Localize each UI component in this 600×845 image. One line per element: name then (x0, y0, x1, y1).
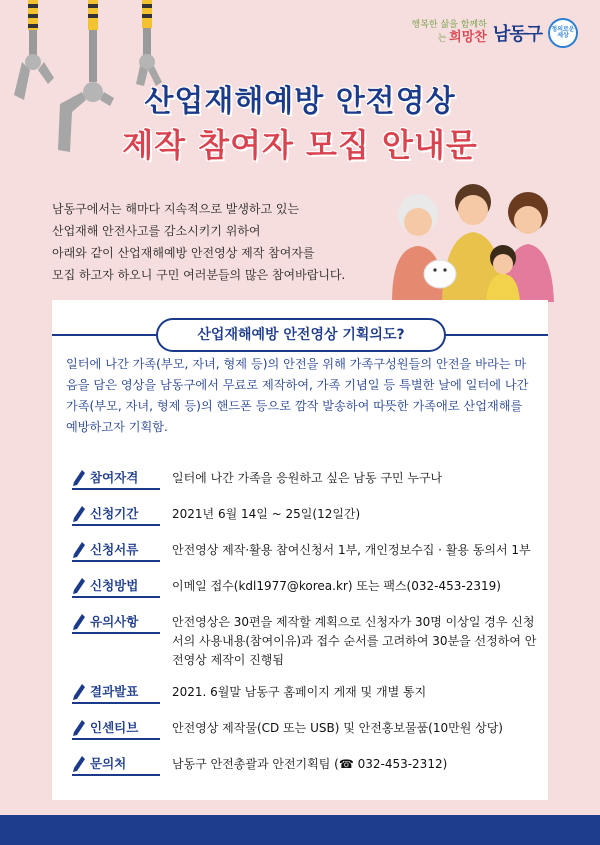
logo-seal: 정의로운 세상 (548, 18, 578, 48)
info-value: 2021년 6월 14일 ~ 25일(12일간) (172, 507, 361, 521)
pencil-icon (72, 719, 86, 737)
info-label (72, 466, 160, 490)
info-label-text: 인센티브 (90, 720, 139, 735)
info-label (72, 610, 160, 634)
footer-bar (0, 815, 600, 845)
info-label-text: 신청서류 (90, 542, 139, 557)
intro-line: 남동구에서는 해마다 지속적으로 발생하고 있는 (52, 202, 300, 216)
page-title-line1: 산업재해예방 안전영상 (144, 84, 456, 119)
intro-text (52, 198, 392, 286)
pencil-icon (72, 577, 86, 595)
info-value: 안전영상은 30편을 제작할 계획으로 신청자가 30명 이상일 경우 신청서의 사용내용(참여이유)과 접수 순서를 고려하여 30분을 선정하여 안전영상 제작이 진행됨 (172, 615, 537, 667)
info-row-documents (72, 538, 542, 564)
info-value: 남동구 안전총괄과 안전기획팀 (☎ 032-453-2312) (172, 757, 448, 771)
info-label (72, 716, 160, 740)
pencil-icon (72, 505, 86, 523)
pencil-icon (72, 541, 86, 559)
info-label (72, 574, 160, 598)
info-row-notes (72, 610, 542, 670)
purpose-heading: 산업재해예방 안전영상 기획의도? (156, 318, 446, 352)
info-row-method (72, 574, 542, 600)
pencil-icon (72, 683, 86, 701)
info-label (72, 538, 160, 562)
logo-slogan (409, 21, 487, 45)
info-row-results (72, 680, 542, 706)
info-label (72, 680, 160, 704)
logo-slogan-text: 행복한 삶을 함께하는 (411, 19, 487, 44)
info-row-contact (72, 752, 542, 778)
info-value: 2021. 6월말 남동구 홈페이지 게재 및 개별 통지 (172, 685, 427, 699)
intro-line: 산업재해 안전사고를 감소시키기 위하여 (52, 224, 261, 238)
intro-line: 아래와 같이 산업재해예방 안전영상 제작 참여자를 (52, 246, 315, 260)
pencil-icon (72, 755, 86, 773)
info-row-eligibility (72, 466, 542, 492)
info-label (72, 752, 160, 776)
family-illustration (378, 162, 578, 302)
info-label-text: 신청방법 (90, 578, 139, 593)
logo-city-name: 남동구 (492, 24, 542, 45)
info-row-period (72, 502, 542, 528)
info-label (72, 502, 160, 526)
intro-line: 모집 하고자 하오니 구민 여러분들의 많은 참여바랍니다. (52, 268, 346, 282)
info-card (52, 300, 548, 800)
district-logo (409, 18, 578, 48)
info-label-text: 결과발표 (90, 684, 139, 699)
pencil-icon (72, 469, 86, 487)
purpose-text: 일터에 나간 가족(부모, 자녀, 형제 등)의 안전을 위해 가족구성원들의 안전을 바라는 마음을 담은 영상을 남동구에서 무료로 제작하여, 가족 기념일 등 특별한 날에 일터에 나간 가족(부모, 자녀, 형제 등)의 핸드폰 등으로 깜작 발송하여 따뜻한 가족애로 산업재해를 예방하고자 기획함. (66, 357, 529, 434)
info-label-text: 유의사항 (90, 614, 139, 629)
info-value: 안전영상 제작물(CD 또는 USB) 및 안전홍보물품(10만원 상당) (172, 721, 503, 735)
info-value: 이메일 접수(kdl1977@korea.kr) 또는 팩스(032-453-2319) (172, 579, 501, 593)
info-list (72, 466, 542, 788)
pencil-icon (72, 613, 86, 631)
info-label-text: 문의처 (90, 756, 127, 771)
info-value: 안전영상 제작·활용 참여신청서 1부, 개인정보수집 · 활용 동의서 1부 (172, 543, 531, 557)
info-label-text: 참여자격 (90, 470, 139, 485)
info-value: 일터에 나간 가족을 응원하고 싶은 남동 구민 누구나 (172, 471, 443, 485)
logo-slogan-hope: 희망찬 (449, 29, 487, 45)
info-row-incentive (72, 716, 542, 742)
page-title-line2: 제작 참여자 모집 안내문 (122, 126, 478, 164)
info-label-text: 신청기간 (90, 506, 139, 521)
